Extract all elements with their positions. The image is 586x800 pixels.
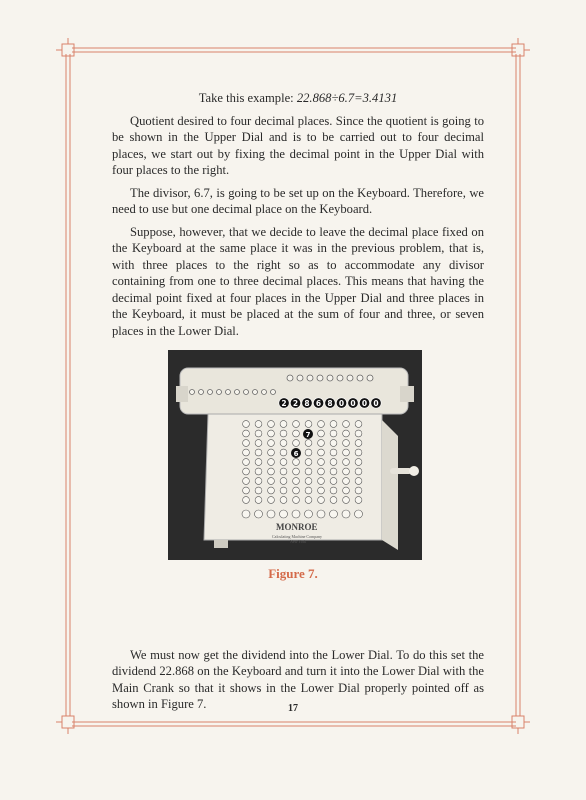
keyboard-key [255,487,262,494]
keyboard-bottom-key [280,510,288,518]
keyboard-key [330,421,337,428]
upper-dial-window [297,375,303,381]
upper-dial-window [337,375,343,381]
keyboard-key [330,497,337,504]
keyboard-key [355,478,362,485]
keyboard-pressed-digit: 7 [305,431,311,439]
keyboard-key [268,421,275,428]
keyboard-key [243,487,250,494]
keyboard-key [305,487,312,494]
keyboard-key [343,449,350,456]
keyboard-key [305,468,312,475]
keyboard-key [280,478,287,485]
keyboard-key [330,430,337,437]
keyboard-key [318,497,325,504]
lower-dial-digit: 2 [292,399,299,408]
keyboard-key [355,440,362,447]
keyboard-key [343,440,350,447]
carriage-window [190,390,195,395]
keyboard-key [268,440,275,447]
keyboard-key [343,468,350,475]
keyboard-key [255,440,262,447]
upper-dial-window [307,375,313,381]
keyboard-key [243,459,250,466]
keyboard-key [268,478,275,485]
carriage-window [226,390,231,395]
carriage-window [199,390,204,395]
carriage-window [271,390,276,395]
keyboard-key [280,430,287,437]
keyboard-key [255,459,262,466]
lower-dial-digit: 8 [327,399,333,408]
keyboard-key [268,430,275,437]
lower-dial-digit: 0 [350,399,356,408]
keyboard-key [343,497,350,504]
example-prefix: Take this example: [198,91,297,105]
keyboard-key [343,478,350,485]
keyboard-key [343,487,350,494]
keyboard-key [330,459,337,466]
upper-dial-window [357,375,363,381]
keyboard-key [268,487,275,494]
keyboard-key [318,468,325,475]
keyboard-key [255,449,262,456]
brand-text: MONROE [276,522,318,532]
keyboard-key [330,478,337,485]
keyboard-key [343,421,350,428]
lower-dial-digit: 8 [304,399,310,408]
keyboard-key [255,421,262,428]
keyboard-key [280,487,287,494]
keyboard-key [305,449,312,456]
keyboard-key [293,487,300,494]
keyboard-key [330,468,337,475]
carriage-window [208,390,213,395]
keyboard-key [268,449,275,456]
keyboard-bottom-key [305,510,313,518]
upper-dial-window [317,375,323,381]
keyboard-bottom-key [342,510,350,518]
keyboard-key [243,440,250,447]
keyboard-pressed-digit: 6 [293,450,299,458]
keyboard-key [268,497,275,504]
keyboard-key [318,459,325,466]
city-text: New York [290,539,307,544]
carriage-window [217,390,222,395]
keyboard-key [293,478,300,485]
keyboard-key [280,497,287,504]
carriage-window [235,390,240,395]
page-number: 17 [288,703,298,714]
main-text [112,90,484,345]
keyboard-key [305,497,312,504]
keyboard-key [280,449,287,456]
keyboard-key [355,421,362,428]
paragraph-1: Quotient desired to four decimal places. Since the quotient is going to be shown in the Upper Dial and is to be carried out to four decimal places, we start out by fixing the decimal point in the Upper Dial with four places to the right. [112,113,484,177]
lower-dial-digit: 0 [361,399,368,408]
keyboard-key [305,459,312,466]
carriage-window [244,390,249,395]
keyboard-key [293,440,300,447]
keyboard-key [268,459,275,466]
keyboard-bottom-key [330,510,338,518]
figure-7-photo [168,350,422,560]
keyboard-key [293,421,300,428]
keyboard-key [305,421,312,428]
keyboard-bottom-key [317,510,325,518]
keyboard-key [343,430,350,437]
keyboard-key [343,459,350,466]
lower-dial-digit: 6 [315,399,322,408]
figure-caption: Figure 7. [268,566,318,581]
lower-dial-digit: 0 [373,399,379,408]
keyboard-key [355,468,362,475]
calculator-illustration [168,350,422,560]
carriage-window [253,390,258,395]
keyboard-key [318,440,325,447]
example-equation: 22.868÷6.7=3.4131 [296,91,398,105]
keyboard-key [255,497,262,504]
keyboard-key [330,487,337,494]
keyboard-key [318,421,325,428]
keyboard-key [305,478,312,485]
keyboard-key [293,459,300,466]
upper-dial-window [287,375,293,381]
keyboard-key [280,421,287,428]
keyboard-bottom-key [242,510,250,518]
keyboard-key [293,430,300,437]
keyboard-key [255,430,262,437]
keyboard-bottom-key [355,510,363,518]
paragraph-3: Suppose, however, that we decide to leave the decimal place fixed on the Keyboard at the same place it was in the previous problem, that is, with three places to the right so as to accommodate any divisor containing from one to three decimal places. This means that having the decimal point fixed at four places in the Upper Dial and three places in the Keyboard, it must be placed at the sum of four and three, or seven places in the Lower Dial. [112,224,484,338]
lower-dial-digit: 2 [281,399,287,408]
upper-dial-window [367,375,373,381]
keyboard-key [243,430,250,437]
keyboard-key [243,449,250,456]
keyboard-key [318,478,325,485]
keyboard-key [280,468,287,475]
keyboard-key [355,449,362,456]
keyboard-key [355,487,362,494]
paragraph-2: The divisor, 6.7, is going to be set up on the Keyboard. Therefore, we need to use but one decimal place on the Keyboard. [112,185,484,216]
upper-dial-window [327,375,333,381]
keyboard-key [243,468,250,475]
keyboard-key [255,478,262,485]
keyboard-key [243,421,250,428]
keyboard-key [255,468,262,475]
upper-dial-window [347,375,353,381]
carriage-window [262,390,267,395]
keyboard-key [355,459,362,466]
keyboard-key [330,449,337,456]
keyboard-key [280,440,287,447]
lower-dial-digit: 0 [338,399,345,408]
closing-paragraph-text: We must now get the dividend into the Lower Dial. To do this set the dividend 22.868 on the Keyboard and turn it into the Lower Dial with the Main Crank so that it shows in the Lower Dial properly pointed off as shown in Figure 7. [112,647,484,712]
keyboard-key [318,430,325,437]
keyboard-key [318,487,325,494]
keyboard-key [243,478,250,485]
keyboard-key [355,497,362,504]
keyboard-key [293,497,300,504]
keyboard-key [268,468,275,475]
keyboard-bottom-key [292,510,300,518]
sub-brand-text: Calculating Machine Company [272,534,322,539]
keyboard-bottom-key [267,510,275,518]
example-line [112,90,484,107]
keyboard-bottom-key [255,510,263,518]
keyboard-key [305,440,312,447]
keyboard-key [293,468,300,475]
lower-dial-digits [279,398,381,408]
keyboard-key [243,497,250,504]
keyboard-key [330,440,337,447]
keyboard-key [280,459,287,466]
keyboard-key [318,449,325,456]
keyboard-key [355,430,362,437]
